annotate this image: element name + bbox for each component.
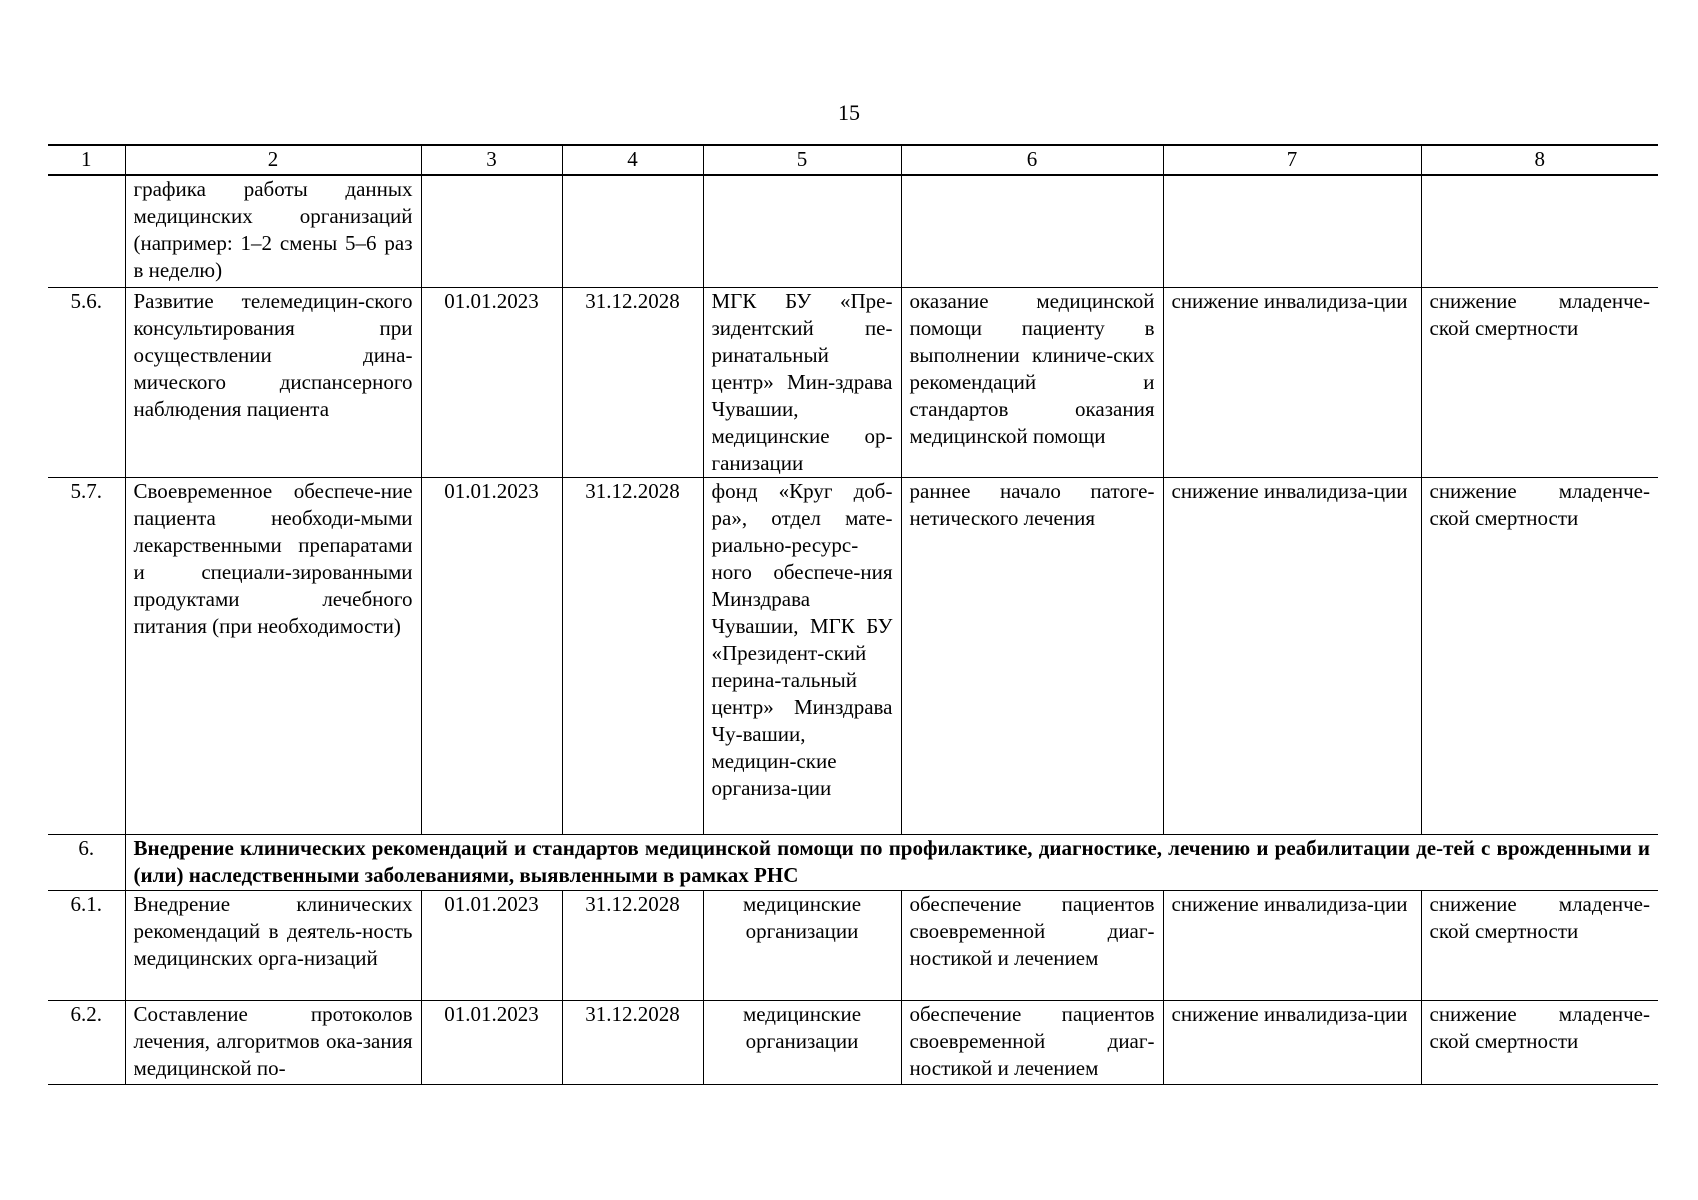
- header-cell-4: 4: [562, 145, 703, 175]
- table-row: [48, 477, 1658, 834]
- result-cell: оказание медицинской помощи пациенту в выполнении клиниче-ских рекомендаций и стандартов оказания медицинской помощи: [901, 287, 1163, 477]
- table-row: [48, 1000, 1658, 1084]
- page-number: 15: [838, 100, 860, 125]
- continuation-num: [48, 175, 125, 287]
- start-date: 01.01.2023: [421, 287, 562, 477]
- continuation-start: [421, 175, 562, 287]
- indicator2-cell: снижение младенче-ской смертности: [1421, 1000, 1658, 1084]
- header-cell-7: 7: [1163, 145, 1421, 175]
- header-cell-6: 6: [901, 145, 1163, 175]
- section-title: Внедрение клинических рекомендаций и стандартов медицинской помощи по профилактике, диагностике, лечению и реабилитации де-тей с врожденными и (или) наследственными заболеваниями, выявленными в рамках РНС: [125, 834, 1658, 890]
- row-number: 5.6.: [48, 287, 125, 477]
- end-date: 31.12.2028: [562, 890, 703, 1000]
- start-date: 01.01.2023: [421, 477, 562, 834]
- header-cell-2: 2: [125, 145, 421, 175]
- continuation-end: [562, 175, 703, 287]
- action-cell: Внедрение клинических рекомендаций в деятель-ность медицинских орга-низаций: [125, 890, 421, 1000]
- indicator2-cell: снижение младенче-ской смертности: [1421, 890, 1658, 1000]
- indicator2-cell: снижение младенче-ской смертности: [1421, 287, 1658, 477]
- section-number: 6.: [48, 834, 125, 890]
- indicator1-cell: снижение инвалидиза-ции: [1163, 1000, 1421, 1084]
- continuation-action: графика работы данных медицинских организаций (например: 1–2 смены 5–6 раз в неделю): [125, 175, 421, 287]
- row-number: 5.7.: [48, 477, 125, 834]
- action-cell: Развитие телемедицин-ского консультирования при осуществлении дина-мического диспансерного наблюдения пациента: [125, 287, 421, 477]
- row-number: 6.1.: [48, 890, 125, 1000]
- action-cell: Своевременное обеспече-ние пациента необходи-мыми лекарственными препаратами и специали-зированными продуктами лечебного питания (при необходимости): [125, 477, 421, 834]
- table-row: [48, 287, 1658, 477]
- indicator2-cell: снижение младенче-ской смертности: [1421, 477, 1658, 834]
- continuation-result: [901, 175, 1163, 287]
- header-cell-8: 8: [1421, 145, 1658, 175]
- continuation-row: [48, 175, 1658, 287]
- responsible-cell: медицинские организации: [703, 890, 901, 1000]
- responsible-cell: МГК БУ «Пре-зидентский пе-ринатальный центр» Мин-здрава Чувашии, медицинские ор-ганизации: [703, 287, 901, 477]
- header-cell-5: 5: [703, 145, 901, 175]
- table-row: [48, 890, 1658, 1000]
- end-date: 31.12.2028: [562, 477, 703, 834]
- indicator1-cell: снижение инвалидиза-ции: [1163, 477, 1421, 834]
- result-cell: обеспечение пациентов своевременной диаг-ностикой и лечением: [901, 1000, 1163, 1084]
- action-cell: Составление протоколов лечения, алгоритмов ока-зания медицинской по-: [125, 1000, 421, 1084]
- start-date: 01.01.2023: [421, 890, 562, 1000]
- continuation-responsible: [703, 175, 901, 287]
- responsible-cell: фонд «Круг доб-ра», отдел мате-риально-ресурс-ного обеспече-ния Минздрава Чувашии, МГК БУ «Президент-ский перина-тальный центр» Минздрава Чу-вашии, медицин-ские организа-ции: [703, 477, 901, 834]
- measures-table: [48, 144, 1658, 1085]
- end-date: 31.12.2028: [562, 1000, 703, 1084]
- result-cell: раннее начало патоге-нетического лечения: [901, 477, 1163, 834]
- result-cell: обеспечение пациентов своевременной диаг-ностикой и лечением: [901, 890, 1163, 1000]
- responsible-cell: медицинские организации: [703, 1000, 901, 1084]
- continuation-indicator1: [1163, 175, 1421, 287]
- header-cell-3: 3: [421, 145, 562, 175]
- continuation-indicator2: [1421, 175, 1658, 287]
- row-number: 6.2.: [48, 1000, 125, 1084]
- end-date: 31.12.2028: [562, 287, 703, 477]
- indicator1-cell: снижение инвалидиза-ции: [1163, 287, 1421, 477]
- header-cell-1: 1: [48, 145, 125, 175]
- section-row: [48, 834, 1658, 890]
- indicator1-cell: снижение инвалидиза-ции: [1163, 890, 1421, 1000]
- start-date: 01.01.2023: [421, 1000, 562, 1084]
- header-row: [48, 145, 1658, 175]
